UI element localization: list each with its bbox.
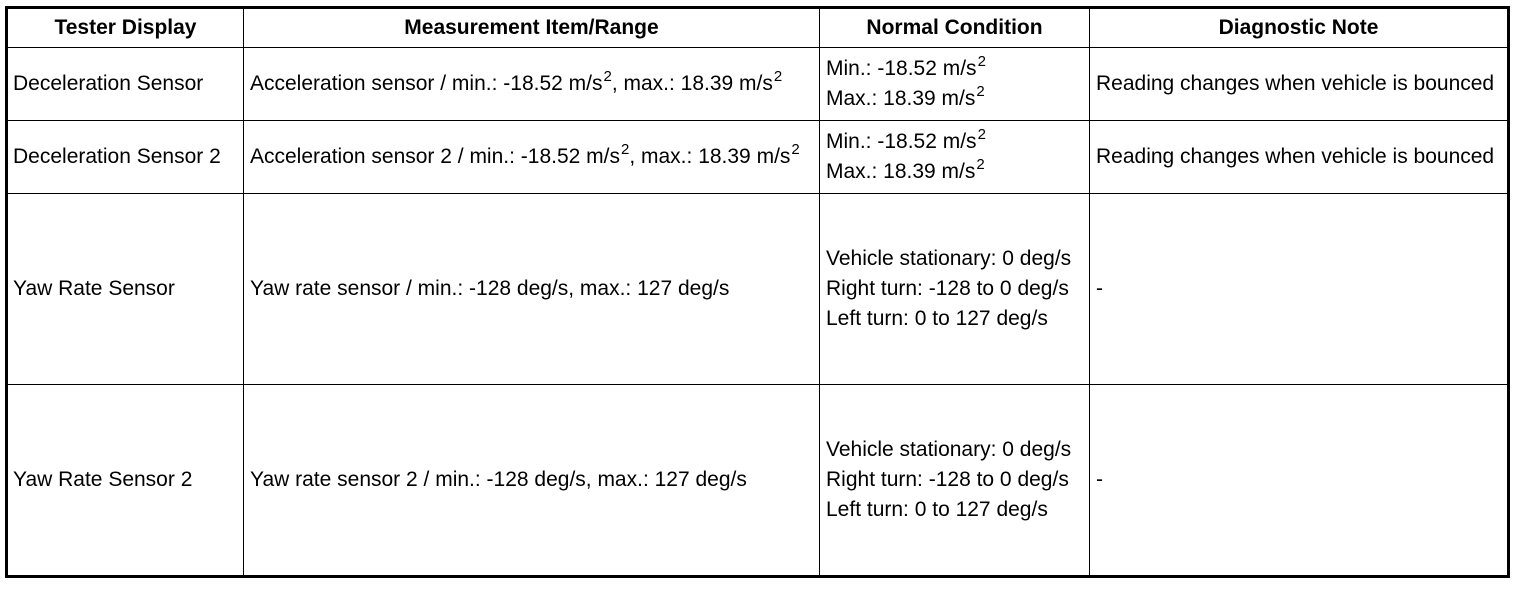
tester-display-cell: Deceleration Sensor 2 [7,121,244,194]
normal-condition-line: Right turn: -128 to 0 deg/s [826,277,1069,300]
superscript: 2 [621,141,630,158]
measurement-text: , max.: 18.39 m/s [611,72,773,95]
normal-condition-cell [820,48,1090,121]
measurement-cell [244,48,820,121]
normal-condition-text: Max.: 18.39 m/s [826,87,976,110]
superscript: 2 [603,68,612,85]
tester-display-cell: Yaw Rate Sensor [7,194,244,385]
header-tester-display: Tester Display [7,8,244,48]
measurement-cell: Yaw rate sensor 2 / min.: -128 deg/s, max.: 127 deg/s [244,385,820,577]
table-row [7,121,1509,194]
measurement-text: , max.: 18.39 m/s [629,145,791,168]
table-row [7,385,1509,577]
diagnostic-note-cell: - [1090,385,1509,577]
data-list-table [5,6,1510,578]
normal-condition-cell [820,121,1090,194]
normal-condition-cell [820,385,1090,577]
diagnostic-note-cell: Reading changes when vehicle is bounced [1090,48,1509,121]
normal-condition-text: Min.: -18.52 m/s [826,130,977,153]
normal-condition-text: Max.: 18.39 m/s [826,160,976,183]
normal-condition-line: Left turn: 0 to 127 deg/s [826,498,1048,521]
superscript: 2 [976,83,985,100]
measurement-text: Acceleration sensor / min.: -18.52 m/s [250,72,603,95]
tester-display-cell: Yaw Rate Sensor 2 [7,385,244,577]
normal-condition-line [826,157,1073,187]
header-normal-condition: Normal Condition [820,8,1090,48]
normal-condition-line [826,127,1073,157]
normal-condition-text: Min.: -18.52 m/s [826,57,977,80]
measurement-cell: Yaw rate sensor / min.: -128 deg/s, max.: 127 deg/s [244,194,820,385]
measurement-text: Acceleration sensor 2 / min.: -18.52 m/s [250,145,620,168]
superscript: 2 [791,141,800,158]
normal-condition-line [826,54,1073,84]
measurement-cell [244,121,820,194]
normal-condition-line [826,84,1073,114]
diagnostic-note-cell: - [1090,194,1509,385]
header-diagnostic-note: Diagnostic Note [1090,8,1509,48]
header-measurement-item-range: Measurement Item/Range [244,8,820,48]
normal-condition-cell [820,194,1090,385]
normal-condition-line: Left turn: 0 to 127 deg/s [826,307,1048,330]
tester-display-cell: Deceleration Sensor [7,48,244,121]
header-row [7,8,1509,48]
normal-condition-line: Vehicle stationary: 0 deg/s [826,247,1072,270]
superscript: 2 [773,68,783,85]
superscript: 2 [976,156,985,173]
table-row [7,194,1509,385]
diagnostic-note-cell: Reading changes when vehicle is bounced [1090,121,1509,194]
normal-condition-line: Right turn: -128 to 0 deg/s [826,468,1069,491]
superscript: 2 [977,53,986,70]
superscript: 2 [977,126,986,143]
table-row [7,48,1509,121]
normal-condition-line: Vehicle stationary: 0 deg/s [826,438,1072,461]
